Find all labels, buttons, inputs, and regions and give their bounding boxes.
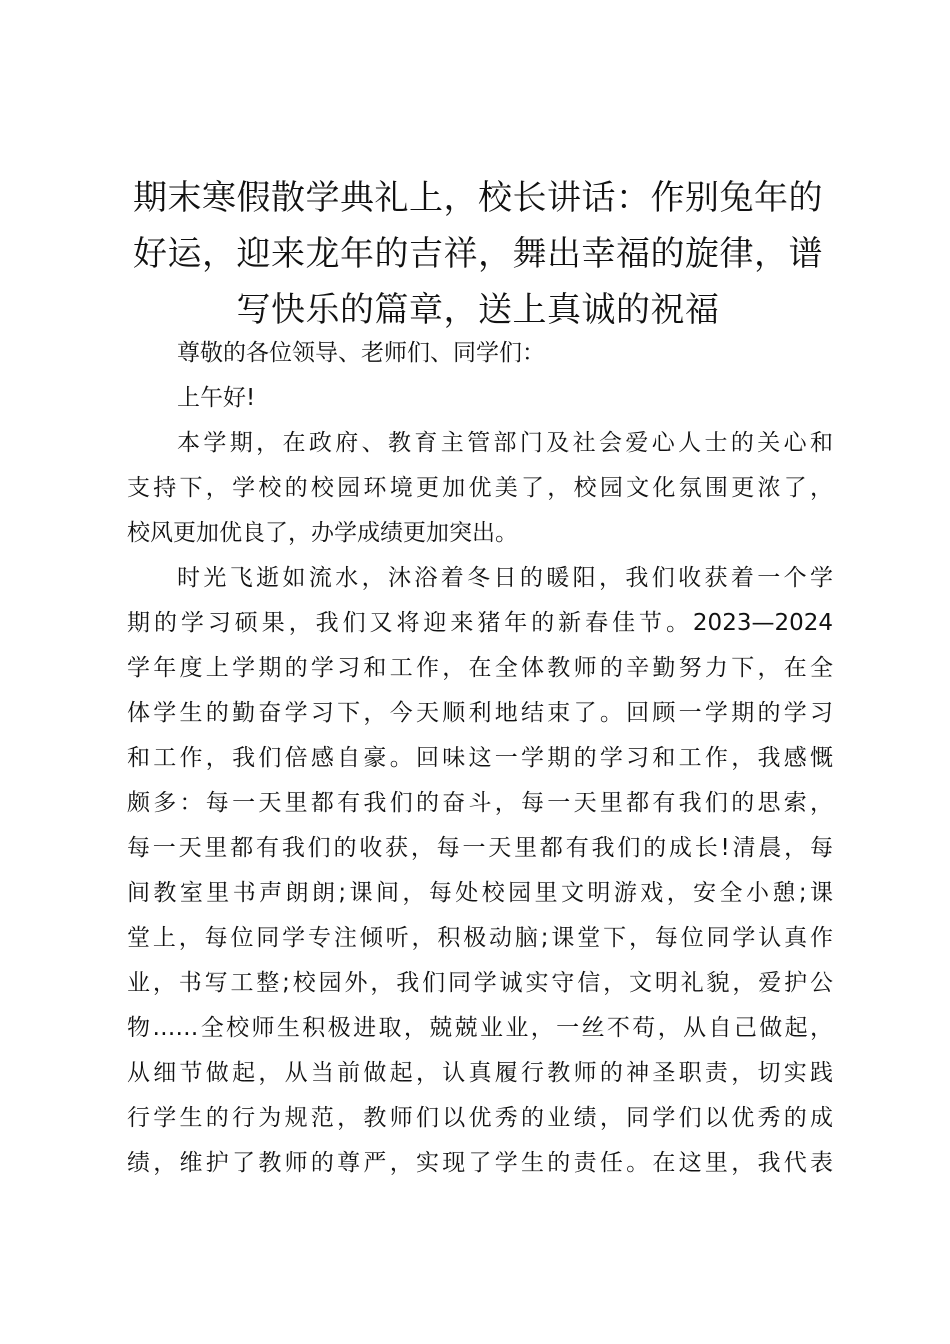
salutation: 尊敬的各位领导、老师们、同学们： xyxy=(177,340,545,366)
greeting: 上午好! xyxy=(177,385,256,411)
title-line-1: 期末寒假散学典礼上，校长讲话：作别兔年的 xyxy=(133,178,823,218)
paragraph-2-line: 体学生的勤奋学习下，今天顺利地结束了。回顾一学期的学习 xyxy=(127,700,833,726)
paragraph-2-line: 业，书写工整;校园外，我们同学诚实守信，文明礼貌，爱护公 xyxy=(127,970,833,996)
paragraph-2-line: 从细节做起，从当前做起，认真履行教师的神圣职责，切实践 xyxy=(127,1060,833,1086)
document-body xyxy=(127,331,833,1186)
paragraph-2 xyxy=(127,556,833,1186)
title-line-3: 写快乐的篇章，送上真诚的祝福 xyxy=(236,290,720,330)
paragraph-2-line: 颇多：每一天里都有我们的奋斗，每一天里都有我们的思索， xyxy=(127,790,833,816)
paragraph-2-line: 物……全校师生积极进取，兢兢业业，一丝不苟，从自己做起， xyxy=(127,1015,833,1041)
paragraph-1 xyxy=(127,421,833,556)
paragraph-2-line: 绩，维护了教师的尊严，实现了学生的责任。在这里，我代表 xyxy=(127,1150,833,1176)
document-title xyxy=(122,170,834,338)
paragraph-2-line: 和工作，我们倍感自豪。回味这一学期的学习和工作，我感慨 xyxy=(127,745,833,771)
paragraph-2-line: 时光飞逝如流水，沐浴着冬日的暖阳，我们收获着一个学 xyxy=(177,565,833,591)
title-line-2: 好运，迎来龙年的吉祥，舞出幸福的旋律，谱 xyxy=(133,234,823,274)
paragraph-1-line: 支持下，学校的校园环境更加优美了，校园文化氛围更浓了， xyxy=(127,475,833,501)
paragraph-2-line: 每一天里都有我们的收获，每一天里都有我们的成长!清晨，每 xyxy=(127,835,833,861)
paragraph-2-line: 间教室里书声朗朗;课间，每处校园里文明游戏，安全小憩;课 xyxy=(127,880,833,906)
paragraph-2-line: 堂上，每位同学专注倾听，积极动脑;课堂下，每位同学认真作 xyxy=(127,925,833,951)
paragraph-1-line: 本学期，在政府、教育主管部门及社会爱心人士的关心和 xyxy=(177,430,833,456)
paragraph-2-line: 期的学习硕果，我们又将迎来猪年的新春佳节。2023—2024 xyxy=(127,610,833,636)
paragraph-2-line: 学年度上学期的学习和工作，在全体教师的辛勤努力下，在全 xyxy=(127,655,833,681)
paragraph-2-line: 行学生的行为规范，教师们以优秀的业绩，同学们以优秀的成 xyxy=(127,1105,833,1131)
paragraph-1-line: 校风更加优良了，办学成绩更加突出。 xyxy=(127,520,518,546)
